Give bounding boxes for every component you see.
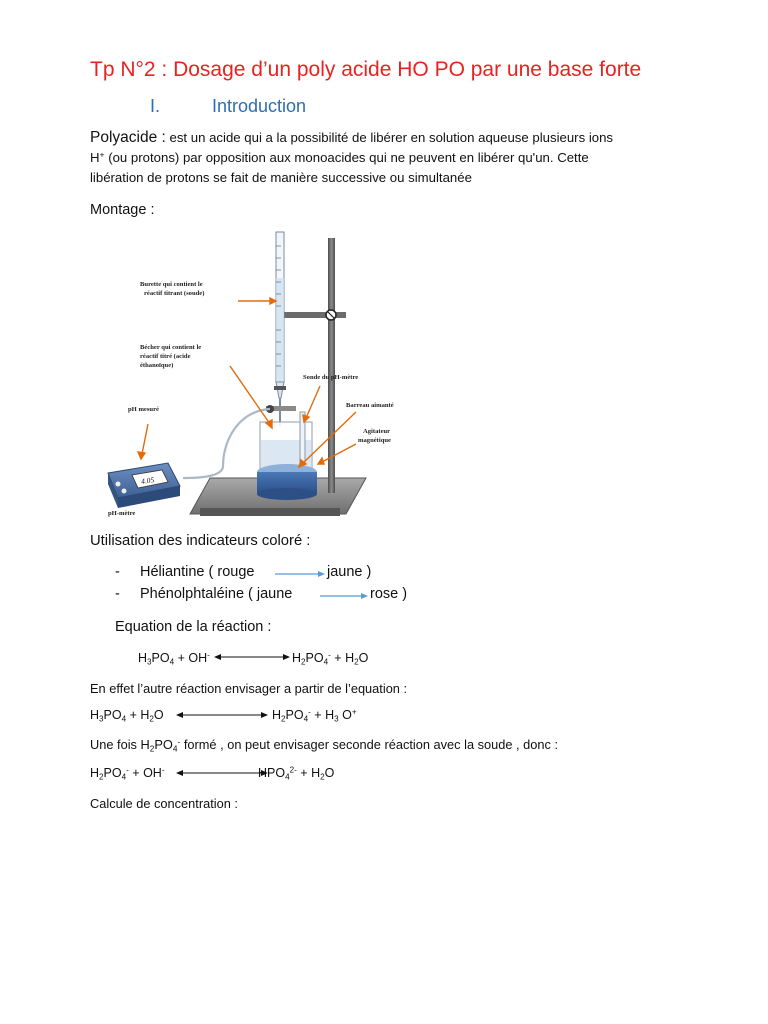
double-arrow-icon [176,768,268,778]
indicator-item-heliantine [115,564,415,584]
list-dash: - [115,586,120,602]
polyacide-term: Polyacide : [90,129,166,146]
arrow-right-icon [320,591,368,601]
titration-setup-figure [88,226,394,518]
equation-2-right: $H_2PO_4^- + H_3$ O+ [272,707,357,724]
indicator-end: rose ) [370,586,408,602]
ph-metre-label: pH-mètre [108,510,136,517]
section-label: Introduction [212,96,307,116]
indicator-item-phenolphtaleine [115,586,435,606]
polyacide-line3: libération de protons se fait de manière successive ou simultanée [90,170,472,185]
double-arrow-icon [214,652,290,662]
indicators-heading: Utilisation des indicateurs coloré : [90,533,311,549]
ph-display-value: 4.05 [140,475,155,486]
stand-rod [328,238,335,493]
proton-charge: + [99,149,105,160]
agitateur-label-2: magnétique [358,437,391,444]
equation-heading: Equation de la réaction : [115,619,272,635]
equation-1-right: $H_2PO_4^- + H_2O$ [292,650,369,667]
polyacide-line1: est un acide qui a la possibilité de libérer en solution aqueuse plusieurs ions [165,130,614,145]
burette-label-2: réactif titrant (soude) [144,290,205,297]
document-title: Tp N°2 : Dosage d’un poly acide HO PO par une base forte [90,58,642,81]
becher-label-3: éthanoïque) [140,362,174,369]
text-autre-reaction: En effet l’autre réaction envisager a partir de l’equation : [90,681,408,696]
equation-3-right: $HPO_4^{2-} + H_2O$ [258,765,335,782]
becher-label-1: Bécher qui contient le [140,344,202,351]
ph-mesure-label: pH mesuré [128,406,159,413]
equation-3-left: $H_2PO_4^- + OH^-$ [90,765,165,782]
polyacide-line2: (ou protons) par opposition aux monoacides qui ne peuvent en libérer qu'un. Cette [104,150,589,165]
montage-heading: Montage : [90,202,155,218]
indicator-name: Phénolphtaléine ( jaune [140,586,293,602]
list-dash: - [115,564,120,580]
indicator-name: Héliantine ( rouge [140,564,255,580]
becher-label-2: réactif titré (acide [140,353,191,360]
proton-symbol: H [90,150,100,165]
titration-setup-drawing [88,226,394,518]
agitateur-label-1: Agitateur [363,428,391,435]
arrow-right-icon [275,569,325,579]
burette-label-1: Burette qui contient le [140,281,203,288]
stand-base-shadow [200,508,340,516]
equation-2-left: $H_3PO_4 + H_2O$ [90,708,164,724]
polyacide-paragraph [90,128,690,188]
burette-stopcock [274,386,286,390]
section-heading [150,96,306,117]
probe-cable [183,409,270,478]
double-arrow-icon [176,710,268,720]
sonde-label: Sonde du pH-mètre [303,374,359,381]
text-une-fois: Une fois $H_2PO_4^-$ formé , on peut envisager seconde réaction avec la soude , donc : [90,736,559,754]
text-calcule: Calcule de concentration : [90,796,238,811]
indicator-end: jaune ) [327,564,372,580]
equation-1-left: $H_3PO_4 + OH^-$ [138,650,210,667]
barreau-label: Barreau aimanté [346,402,394,409]
section-number: I. [150,96,161,116]
